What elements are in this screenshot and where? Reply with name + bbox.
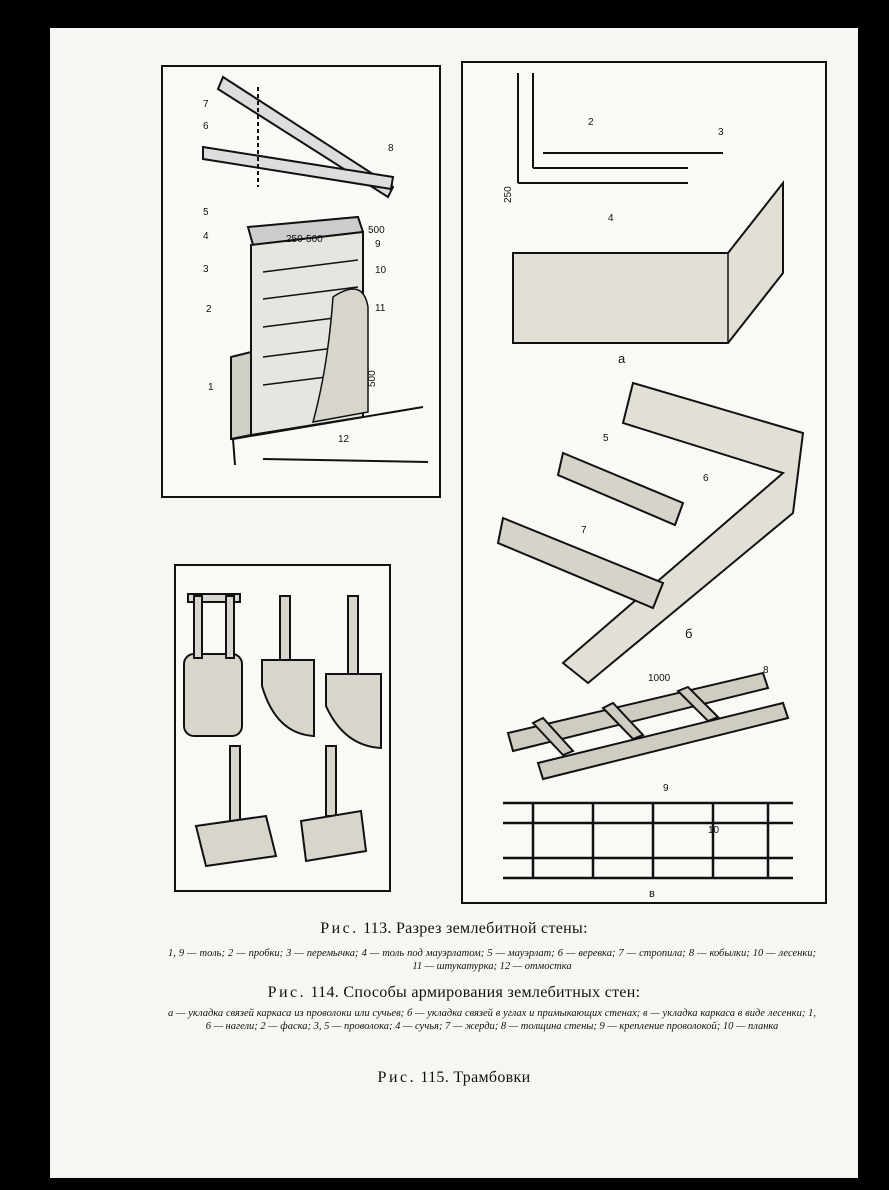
label-2: 2: [206, 304, 212, 315]
sub-a-label-2: 2: [588, 117, 594, 128]
figure-113-drawing: [163, 67, 439, 496]
figure-115-panel: [174, 564, 391, 892]
rammer-rail: [301, 811, 366, 861]
sub-v-label-10: 10: [708, 825, 720, 836]
caption-114: [50, 984, 858, 1002]
sub-a-letter: а: [618, 351, 626, 366]
rammer-log: [184, 654, 242, 736]
label-9: 9: [375, 239, 381, 250]
dim-500-top: 500: [368, 225, 385, 236]
figure-114-panel: [461, 61, 827, 904]
sub-v-ladder: [508, 673, 788, 779]
rammer-wedge-1-handle: [280, 596, 290, 662]
caption-115-text: 115. Трамбовки: [420, 1069, 531, 1086]
sub-b-wall: [563, 383, 803, 683]
sub-a-plan: [518, 73, 723, 183]
dim-500-side: 500: [367, 370, 378, 387]
label-1: 1: [208, 382, 214, 393]
sub-a-label-3: 3: [718, 127, 724, 138]
sub-b-letter: б: [685, 626, 693, 641]
sub-v-label-9: 9: [663, 783, 669, 794]
sub-b-label-7: 7: [581, 525, 587, 536]
caption-113: [50, 920, 858, 938]
label-7: 7: [203, 99, 209, 110]
label-3: 3: [203, 264, 209, 275]
label-5: 5: [203, 207, 209, 218]
rammer-wedge-1: [262, 660, 314, 736]
figure-115-drawing: [176, 566, 389, 890]
label-6: 6: [203, 121, 209, 132]
caption-115-label: Рис.: [377, 1069, 417, 1086]
sub-a-block: [513, 183, 783, 343]
label-10: 10: [375, 265, 387, 276]
sub-b-label-6: 6: [703, 473, 709, 484]
legend-114: а — укладка связей каркаса из проволоки или сучьев; б — укладка связей в углах и примыкающих стенах; в — укладка каркаса в виде лесенки; 1, 6 — нагели; 2 — фаска; 3, 5 — проволока; 4 — сучья; 7 — жерди; 8 — толщина стены; 9 — крепление проволокой; 10 — планка: [168, 1008, 816, 1032]
label-11: 11: [375, 303, 386, 314]
sub-v-dim-1000: 1000: [648, 673, 671, 684]
figure-114-drawing: [463, 63, 825, 902]
figure-113-panel: [161, 65, 441, 498]
label-12: 12: [338, 434, 350, 445]
sub-b-label-5: 5: [603, 433, 609, 444]
caption-115: [50, 1069, 858, 1087]
rammer-wedge-2: [326, 674, 381, 748]
label-8: 8: [388, 143, 394, 154]
caption-114-label: Рис.: [267, 984, 307, 1001]
sub-v-letter: в: [649, 888, 655, 900]
caption-113-text: 113. Разрез землебитной стены:: [363, 920, 588, 937]
sub-a-dim-250: 250: [503, 186, 514, 203]
caption-113-label: Рис.: [320, 920, 359, 937]
book-page: [50, 28, 858, 1178]
legend-113: 1, 9 — толь; 2 — пробки; 3 — перемычка; 4 — толь под мауэрлатом; 5 — мауэрлат; 6 — веревка; 7 — стропила; 8 — кобылки; 10 — лесенки; 11 — штукатурка; 12 — отмостка: [168, 948, 816, 972]
sub-v-plan: [503, 803, 793, 878]
caption-114-text: 114. Способы армирования землебитных стен:: [310, 984, 641, 1001]
sub-v-label-8: 8: [763, 665, 769, 676]
dim-250-500: 250-500: [286, 234, 323, 245]
sub-a-label-4: 4: [608, 213, 614, 224]
rammer-channel: [196, 816, 276, 866]
label-4: 4: [203, 231, 209, 242]
